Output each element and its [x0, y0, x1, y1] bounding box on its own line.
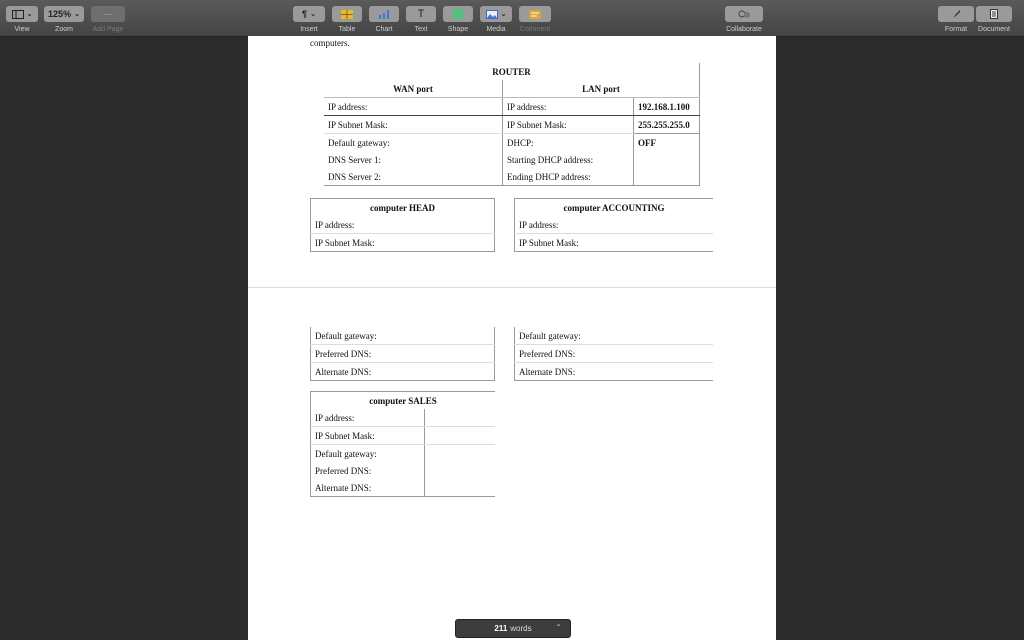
add-page-control[interactable] — [91, 6, 125, 33]
add-page-button[interactable]: — — [91, 6, 125, 22]
lan-header: LAN port — [503, 80, 700, 98]
table-row — [311, 327, 495, 345]
table-row — [324, 98, 700, 116]
sales-ip-value[interactable] — [425, 409, 496, 427]
accounting-pdns-label: Preferred DNS: — [515, 345, 632, 363]
format-label: Format — [944, 26, 968, 33]
lan-mask-value[interactable]: 255.255.255.0 — [634, 116, 700, 134]
zoom-label: Zoom — [55, 26, 73, 33]
table-row — [324, 151, 700, 168]
text-icon[interactable]: T — [406, 6, 436, 22]
accounting-adns-value[interactable] — [631, 363, 713, 381]
table-row — [515, 234, 714, 252]
table-row — [311, 479, 496, 497]
dhcp-start-label: Starting DHCP address: — [503, 151, 634, 168]
table-row — [515, 327, 714, 345]
shape-control[interactable] — [443, 6, 473, 33]
head-pdns-value[interactable] — [426, 345, 495, 363]
word-count-control[interactable] — [455, 619, 571, 638]
sales-pdns-value[interactable] — [425, 462, 496, 479]
up-down-chevron-icon: ⌃ — [555, 623, 562, 632]
table-row — [515, 216, 714, 234]
head-ip-value[interactable] — [426, 216, 495, 234]
wan-gateway-label: Default gateway: — [324, 134, 503, 152]
table-row — [311, 216, 495, 234]
head-title: computer HEAD — [369, 202, 436, 213]
format-control[interactable] — [938, 6, 974, 33]
lan-ip-value[interactable]: 192.168.1.100 — [634, 98, 700, 116]
insert-label: Insert — [300, 26, 318, 33]
head-pdns-label: Preferred DNS: — [311, 345, 427, 363]
table-row — [324, 168, 700, 186]
media-label: Media — [486, 26, 506, 33]
zoom-value: 125% — [48, 9, 72, 19]
table-row — [311, 427, 496, 445]
dhcp-start-value[interactable] — [634, 151, 700, 168]
sales-mask-value[interactable] — [425, 427, 496, 445]
head-ip-label: IP address: — [311, 216, 427, 234]
accounting-title: computer ACCOUNTING — [563, 202, 665, 213]
head-mask-value[interactable] — [426, 234, 495, 252]
chart-control[interactable] — [369, 6, 399, 33]
accounting-mask-label: IP Subnet Mask: — [519, 237, 579, 248]
table-row — [324, 134, 700, 152]
word-count-label: words — [510, 624, 532, 633]
sales-gateway-label: Default gateway: — [315, 448, 377, 459]
accounting-gateway-label: Default gateway: — [515, 327, 632, 345]
table-row — [324, 116, 700, 134]
word-count-value: 211 — [494, 624, 508, 633]
collaborate-icon[interactable] — [725, 6, 763, 22]
intro-text: computers. — [310, 38, 350, 48]
head-table-continued[interactable] — [310, 327, 495, 381]
text-control[interactable] — [406, 6, 436, 33]
head-gateway-value[interactable] — [426, 327, 495, 345]
table-row — [515, 345, 714, 363]
table-control[interactable] — [332, 6, 362, 33]
sales-pdns-label: Preferred DNS: — [315, 465, 372, 476]
chart-label: Chart — [375, 26, 393, 33]
insert-control[interactable] — [293, 6, 325, 33]
table-row — [515, 363, 714, 381]
sales-title: computer SALES — [369, 395, 437, 406]
head-gateway-label: Default gateway: — [311, 327, 427, 345]
collaborate-control[interactable] — [725, 6, 763, 33]
accounting-adns-label: Alternate DNS: — [519, 366, 576, 377]
paintbrush-icon[interactable] — [938, 6, 974, 22]
router-title: ROUTER — [324, 63, 700, 80]
accounting-ip-label: IP address: — [515, 216, 632, 234]
sales-mask-label: IP Subnet Mask: — [311, 427, 425, 445]
toolbar — [0, 0, 1024, 37]
text-label: Text — [414, 26, 428, 33]
comment-icon[interactable] — [519, 6, 551, 22]
accounting-table-continued[interactable] — [514, 327, 713, 381]
sales-adns-value[interactable] — [425, 479, 496, 497]
sales-gateway-value[interactable] — [425, 445, 496, 463]
table-row — [311, 462, 496, 479]
lan-mask-label: IP Subnet Mask: — [503, 116, 634, 134]
sales-ip-label: IP address: — [311, 409, 425, 427]
dns1-label: DNS Server 1: — [324, 151, 503, 168]
comment-label: Comment — [519, 26, 551, 33]
router-table[interactable] — [324, 63, 700, 186]
accounting-ip-value[interactable] — [631, 216, 713, 234]
dns2-label: DNS Server 2: — [324, 168, 503, 186]
accounting-gateway-value[interactable] — [631, 327, 713, 345]
table-label: Table — [338, 26, 356, 33]
table-row — [311, 363, 495, 381]
shape-icon[interactable] — [443, 6, 473, 22]
add-page-label: Add Page — [92, 26, 124, 33]
table-row — [311, 445, 496, 463]
wan-ip-label: IP address: — [324, 98, 503, 116]
document-label: Document — [978, 26, 1010, 33]
document-control[interactable] — [976, 6, 1012, 33]
head-mask-label: IP Subnet Mask: — [315, 237, 375, 248]
document-icon[interactable] — [976, 6, 1012, 22]
dhcp-end-label: Ending DHCP address: — [503, 168, 634, 186]
comment-control[interactable] — [519, 6, 551, 33]
zoom-select[interactable]: 125% ⌄ — [44, 6, 84, 22]
table-icon[interactable] — [332, 6, 362, 22]
table-row — [311, 234, 495, 252]
table-row — [311, 409, 496, 427]
table-row — [311, 345, 495, 363]
head-table[interactable] — [310, 198, 495, 252]
lan-ip-label: IP address: — [503, 98, 634, 116]
media-icon[interactable]: ⌄ — [480, 6, 512, 22]
shape-label: Shape — [447, 26, 469, 33]
sidebar-icon[interactable]: ⌄ — [6, 6, 38, 22]
sales-table[interactable] — [310, 391, 495, 497]
paragraph-icon[interactable]: ¶ ⌄ — [293, 6, 325, 22]
wan-header: WAN port — [324, 80, 503, 98]
wan-mask-label: IP Subnet Mask: — [324, 116, 503, 134]
collaborate-label: Collaborate — [726, 26, 762, 33]
zoom-control[interactable] — [44, 6, 84, 33]
dhcp-value[interactable]: OFF — [634, 134, 700, 152]
chart-icon[interactable] — [369, 6, 399, 22]
dhcp-label: DHCP: — [503, 134, 634, 152]
page-break — [248, 287, 776, 288]
head-adns-label: Alternate DNS: — [315, 366, 372, 377]
view-label: View — [14, 26, 30, 33]
dhcp-end-value[interactable] — [634, 168, 700, 186]
accounting-pdns-value[interactable] — [631, 345, 713, 363]
media-control[interactable] — [480, 6, 512, 33]
accounting-table[interactable] — [514, 198, 713, 252]
accounting-mask-value[interactable] — [631, 234, 713, 252]
sales-adns-label: Alternate DNS: — [315, 482, 372, 493]
view-control[interactable] — [6, 6, 38, 33]
head-adns-value[interactable] — [426, 363, 495, 381]
